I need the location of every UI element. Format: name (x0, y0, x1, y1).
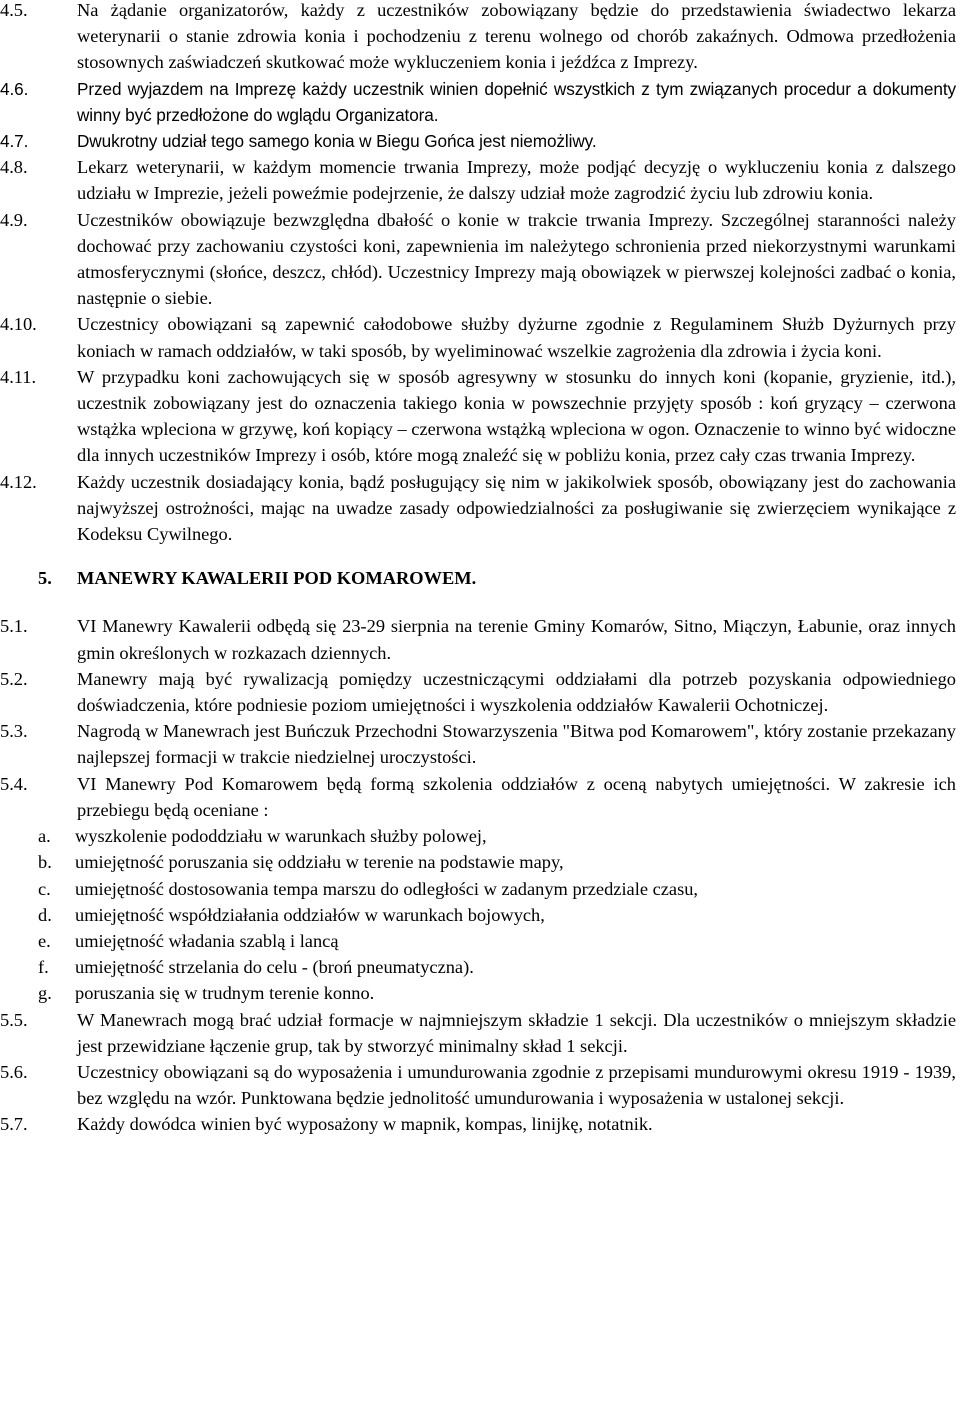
section-5-heading (0, 565, 956, 591)
clause-4-5 (0, 0, 956, 76)
list-item: d. umiejętność współdziałania oddziałów w warunkach bojowych, (38, 904, 545, 925)
clause-5-3 (0, 718, 956, 770)
clause-number: 4.10. (0, 314, 37, 335)
clause-5-7 (0, 1111, 956, 1137)
clause-number: 5.1. (0, 616, 28, 637)
evaluation-criteria-list (0, 823, 956, 1006)
clause-number: 5.6. (0, 1061, 28, 1082)
clause-5-5 (0, 1007, 956, 1059)
clause-text: VI Manewry Pod Komarowem będą formą szkolenia oddziałów z oceną nabytych umiejętności. W zakresie ich przebiegu będą oceniane : (77, 773, 956, 820)
clause-text: W Manewrach mogą brać udział formacje w najmniejszym składzie 1 sekcji. Dla uczestników o mniejszym składzie jest przewidziane łączenie grup, tak by stworzyć minimalny skład 1 sekcji. (77, 1009, 956, 1056)
clause-4-12 (0, 469, 956, 548)
list-item: c. umiejętność dostosowania tempa marszu do odległości w zadanym przedziale czasu, (38, 878, 699, 899)
clause-text: Każdy dowódca winien być wyposażony w mapnik, kompas, linijkę, notatnik. (77, 1114, 653, 1135)
clause-4-8 (0, 154, 956, 206)
clause-5-2 (0, 666, 956, 718)
clause-number: 4.5. (0, 0, 28, 20)
clause-text: Każdy uczestnik dosiadający konia, bądź posługujący się nim w jakikolwiek sposób, obowiązany jest do zachowania najwyższej ostrożności, mając na uwadze zasady odpowiedzialności za posługiwanie się zwierzęciem wynikające z Kodeksu Cywilnego. (77, 471, 956, 545)
clause-5-4 (0, 771, 956, 823)
clause-number: 5.7. (0, 1114, 28, 1135)
clause-number: 4.8. (0, 157, 28, 178)
section-number: 5. (38, 568, 52, 589)
clause-5-1 (0, 613, 956, 665)
clause-4-7 (0, 128, 956, 154)
clause-text: Przed wyjazdem na Imprezę każdy uczestnik winien dopełnić wszystkich z tym związanych procedur a dokumenty winny być przedłożone do wglądu Organizatora. (77, 78, 956, 125)
clause-text: Nagrodą w Manewrach jest Buńczuk Przechodni Stowarzyszenia "Bitwa pod Komarowem", który zostanie przekazany najlepszej formacji w trakcie niedzielnej uroczystości. (77, 721, 956, 768)
list-item: f. umiejętność strzelania do celu - (broń pneumatyczna). (38, 957, 474, 978)
clause-number: 4.9. (0, 209, 28, 230)
list-item: g. poruszania się w trudnym terenie konno. (38, 983, 375, 1004)
clause-text: Dwukrotny udział tego samego konia w Biegu Gońca jest niemożliwy. (77, 131, 597, 152)
clause-text: Lekarz weterynarii, w każdym momencie trwania Imprezy, może podjąć decyzję o wykluczeniu konia z dalszego udziału w Imprezie, jeżeli poweźmie podejrzenie, że dalszy udział może zagrodzić życiu lub zdrowiu konia. (77, 157, 956, 204)
clause-number: 5.4. (0, 773, 28, 794)
clause-text: Uczestnicy obowiązani są do wyposażenia i umundurowania zgodnie z przepisami mundurowymi okresu 1919 - 1939, bez względu na wzór. Punktowana będzie jednolitość umundurowania i wyposażenia w ustalonej sekcji. (77, 1061, 956, 1109)
clause-number: 4.11. (0, 366, 37, 387)
clause-4-11 (0, 364, 956, 469)
clause-4-6 (0, 76, 956, 128)
list-item: a. wyszkolenie pododdziału w warunkach służby polowej, (38, 826, 487, 847)
clause-number: 4.6. (0, 78, 29, 99)
clause-number: 5.2. (0, 668, 28, 689)
clause-4-9 (0, 207, 956, 312)
list-item: e. umiejętność władania szablą i lancą (38, 930, 339, 951)
clause-text: VI Manewry Kawalerii odbędą się 23-29 sierpnia na terenie Gminy Komarów, Sitno, Miączyn, Łabunie, oraz innych gmin określonych w rozkazach dziennych. (77, 616, 956, 663)
clause-number: 4.12. (0, 471, 37, 492)
clause-text: W przypadku koni zachowujących się w sposób agresywny w stosunku do innych koni (kopanie, gryzienie, itd.), uczestnik zobowiązany jest do oznaczenia takiego konia w powszechnie przyjęty sposób : koń gryzący – czerwona wstążka wpleciona w grzywę, koń kopiący – czerwona wstążką wpleciona w ogon. Oznaczenie to winno być widoczne dla innych uczestników Imprezy i osób, które mogą znaleźć się w pobliżu konia, przez cały czas trwania Imprezy. (77, 366, 956, 466)
clause-5-6 (0, 1059, 956, 1111)
clause-text: Na żądanie organizatorów, każdy z uczestników zobowiązany będzie do przedstawienia świadectwo lekarza weterynarii o stanie zdrowia konia i pochodzeniu z terenu wolnego od chorób zakaźnych. Odmowa przedłożenia stosownych zaświadczeń skutkować może wykluczeniem konia i jeźdźca z Imprezy. (77, 0, 956, 73)
clause-text: Manewry mają być rywalizacją pomiędzy uczestniczącymi oddziałami dla potrzeb pozyskania odpowiedniego doświadczenia, które podniesie poziom umiejętności i wyszkolenia oddziałów Kawalerii Ochotniczej. (77, 668, 956, 716)
clause-number: 4.7. (0, 131, 29, 152)
section-title: MANEWRY KAWALERII POD KOMAROWEM. (77, 568, 477, 589)
clause-text: Uczestnicy obowiązani są zapewnić całodobowe służby dyżurne zgodnie z Regulaminem Służb Dyżurnych przy koniach w ramach oddziałów, w taki sposób, by wyeliminować wszelkie zagrożenia dla zdrowia i życia koni. (77, 314, 956, 361)
clause-4-10 (0, 311, 956, 363)
list-item: b. umiejętność poruszania się oddziału w terenie na podstawie mapy, (38, 852, 564, 873)
clause-number: 5.3. (0, 721, 28, 742)
clause-text: Uczestników obowiązuje bezwzględna dbałość o konie w trakcie trwania Imprezy. Szczególnej staranności należy dochować przy zachowaniu czystości koni, zapewnienia im należytego schronienia przed niekorzystnymi warunkami atmosferycznymi (słońce, deszcz, chłód). Uczestnicy Imprezy mają obowiązek w pierwszej kolejności zadbać o konia, następnie o siebie. (77, 209, 957, 309)
clause-number: 5.5. (0, 1009, 28, 1030)
